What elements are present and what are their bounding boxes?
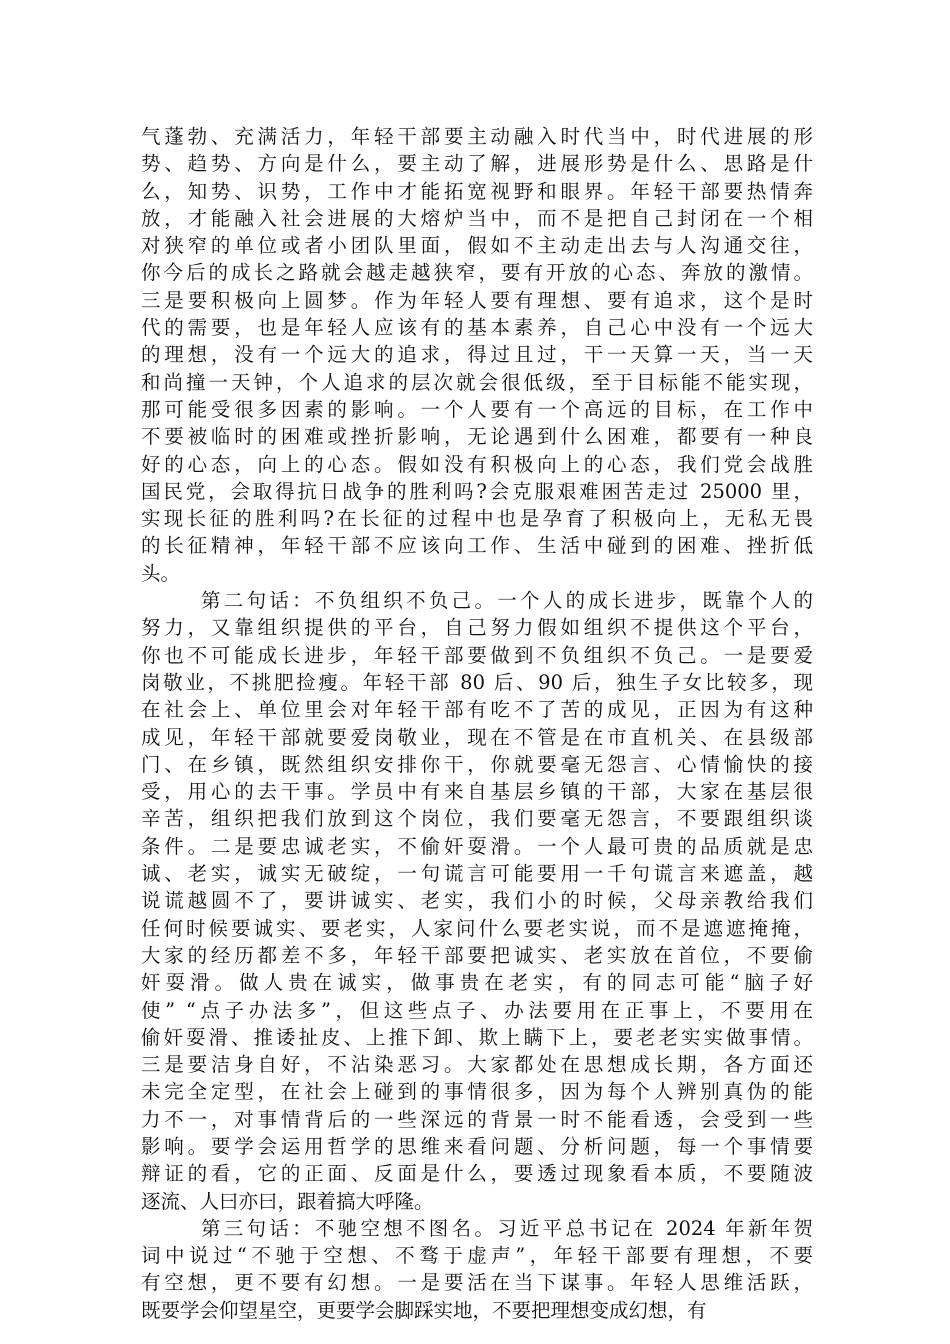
text-line: 条件。二是要忠诚老实，不偷奸耍滑。一个人最可贵的品质就是忠 bbox=[141, 834, 813, 858]
text-line: 的长征精神，年轻干部不应该向工作、生活中碰到的困难、挫折低 bbox=[141, 534, 813, 558]
text-line: 那可能受很多因素的影响。一个人要有一个高远的目标，在工作中 bbox=[141, 397, 813, 421]
text-line: 偷奸耍滑、推诿扯皮、上推下卸、欺上瞒下上，要老老实实做事情。 bbox=[141, 1025, 813, 1049]
text-line: 不要被临时的困难或挫折影响，无论遇到什么困难，都要有一种良 bbox=[141, 425, 813, 449]
text-line: 任何时候要诚实、要老实，人家问什么要老实说，而不是遮遮掩掩， bbox=[141, 916, 813, 940]
body-text bbox=[141, 123, 813, 1324]
text-line: 第二句话：不负组织不负己。一个人的成长进步，既靠个人的 bbox=[201, 589, 813, 613]
text-line: 实现长征的胜利吗?在长征的过程中也是孕育了积极向上，无私无畏 bbox=[141, 507, 813, 531]
text-line: 你今后的成长之路就会越走越狭窄，要有开放的心态、奔放的激情。 bbox=[141, 261, 813, 285]
text-line: 辛苦，组织把我们放到这个岗位，我们要毫无怨言，不要跟组织谈 bbox=[141, 807, 813, 831]
paragraph-second bbox=[141, 587, 813, 1215]
text-line: 词中说过“不驰于空想、不骛于虚声”，年轻干部要有理想，不要 bbox=[141, 1244, 813, 1268]
text-line: 三是要洁身自好，不沾染恶习。大家都处在思想成长期，各方面还 bbox=[141, 1053, 813, 1077]
text-line: 成见，年轻干部就要爱岗敬业，现在不管是在市直机关、在县级部 bbox=[141, 725, 813, 749]
text-line: 影响。要学会运用哲学的思维来看问题、分析问题，每一个事情要 bbox=[141, 1134, 813, 1158]
paragraph-third bbox=[141, 1215, 813, 1324]
text-line: 国民党，会取得抗日战争的胜利吗?会克服艰难困苦走过 25000 里， bbox=[141, 479, 813, 503]
text-line: 在社会上、单位里会对年轻干部有吃不了苦的成见，正因为有这种 bbox=[141, 698, 813, 722]
text-line: 势、趋势、方向是什么，要主动了解，进展形势是什么、思路是什 bbox=[141, 152, 813, 176]
text-line: 受，用心的去干事。学员中有来自基层乡镇的干部，大家在基层很 bbox=[141, 780, 813, 804]
text-line: 代的需要，也是年轻人应该有的基本素养，自己心中没有一个远大 bbox=[141, 316, 813, 340]
text-line: 对狭窄的单位或者小团队里面，假如不主动走出去与人沟通交往， bbox=[141, 234, 813, 258]
text-line: 努力，又靠组织提供的平台，自己努力假如组织不提供这个平台， bbox=[141, 616, 813, 640]
text-line: 诚、老实，诚实无破绽，一句谎言可能要用一千句谎言来遮盖，越 bbox=[141, 862, 813, 886]
text-line: 好的心态，向上的心态。假如没有积极向上的心态，我们党会战胜 bbox=[141, 452, 813, 476]
text-line: 有空想，更不要有幻想。一是要活在当下谋事。年轻人思维活跃， bbox=[141, 1271, 813, 1295]
text-line: 辩证的看，它的正面、反面是什么，要透过现象看本质，不要随波 bbox=[141, 1162, 813, 1186]
text-line: 未完全定型，在社会上碰到的事情很多，因为每个人辨别真伪的能 bbox=[141, 1080, 813, 1104]
text-line: 岗敬业，不挑肥捡瘦。年轻干部 80 后、90 后，独生子女比较多，现 bbox=[141, 670, 813, 694]
text-line: 第三句话：不驰空想不图名。习近平总书记在 2024 年新年贺 bbox=[201, 1216, 813, 1240]
text-line: 放，才能融入社会进展的大熔炉当中，而不是把自己封闭在一个相 bbox=[141, 206, 813, 230]
text-line: 你也不可能成长进步，年轻干部要做到不负组织不负己。一是要爱 bbox=[141, 643, 813, 667]
text-line: 既要学会仰望星空，更要学会脚踩实地，不要把理想变成幻想，有 bbox=[141, 1298, 707, 1322]
text-line: 大家的经历都差不多，年轻干部要把诚实、老实放在首位，不要偷 bbox=[141, 943, 813, 967]
text-line: 么，知势、识势，工作中才能拓宽视野和眼界。年轻干部要热情奔 bbox=[141, 179, 813, 203]
text-line: 力不一，对事情背后的一些深远的背景一时不能看透，会受到一些 bbox=[141, 1107, 813, 1131]
text-line: 奸耍滑。做人贵在诚实，做事贵在老实，有的同志可能“脑子好 bbox=[141, 971, 813, 995]
text-line: 说谎越圆不了，要讲诚实、老实，我们小的时候，父母亲教给我们 bbox=[141, 889, 813, 913]
text-line: 气蓬勃、充满活力，年轻干部要主动融入时代当中，时代进展的形 bbox=[141, 125, 813, 148]
text-line: 门、在乡镇，既然组织安排你干，你就要毫无怨言、心情愉快的接 bbox=[141, 752, 813, 776]
text-line: 三是要积极向上圆梦。作为年轻人要有理想、要有追求，这个是时 bbox=[141, 288, 813, 312]
paragraph-continued bbox=[141, 123, 813, 587]
text-line: 头。 bbox=[141, 561, 181, 585]
text-line: 的理想，没有一个远大的追求，得过且过，干一天算一天，当一天 bbox=[141, 343, 813, 367]
text-line: 使” “点子办法多”，但这些点子、办法要用在正事上，不要用在 bbox=[141, 998, 813, 1022]
text-line: 逐流、人曰亦曰，跟着搞大呼隆。 bbox=[141, 1189, 434, 1213]
text-line: 和尚撞一天钟，个人追求的层次就会很低级，至于目标能不能实现， bbox=[141, 370, 813, 394]
